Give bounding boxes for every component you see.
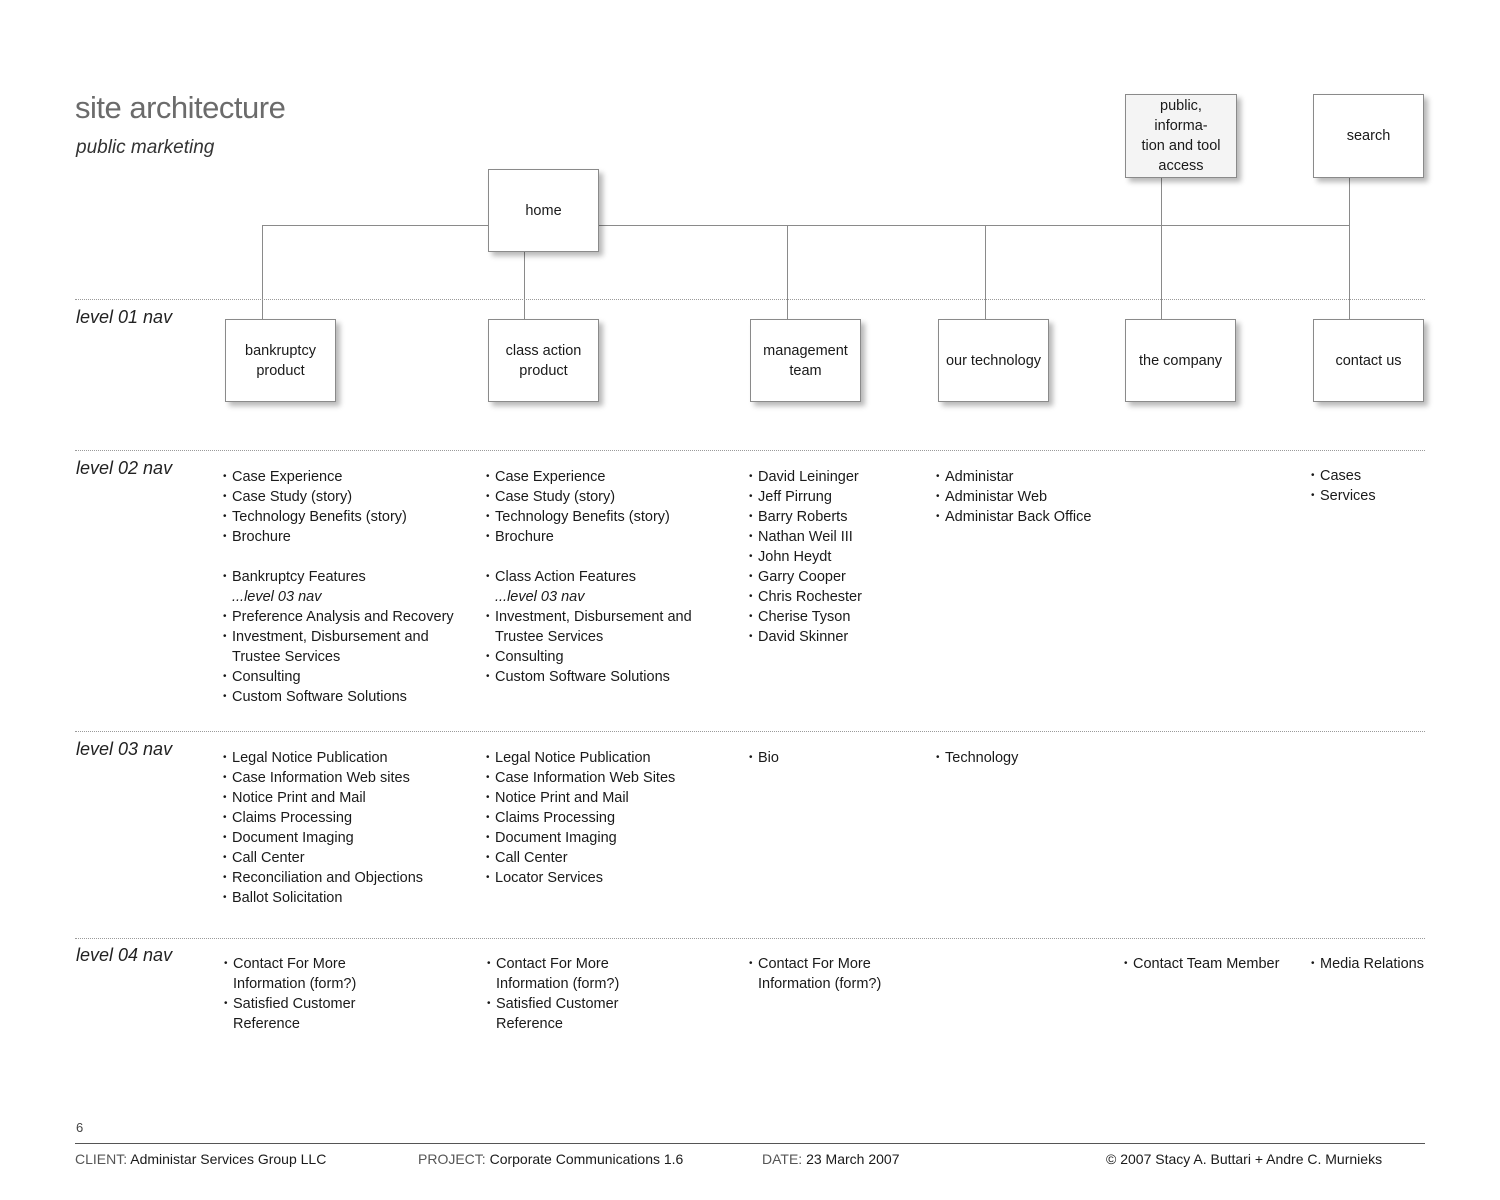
contact-us-box[interactable]: [1313, 319, 1424, 402]
list-item: • Legal Notice Publication: [486, 748, 675, 768]
list-item: • Ballot Solicitation: [223, 888, 423, 908]
footer-copyright: © 2007 Stacy A. Buttari + Andre C. Murnieks: [1106, 1151, 1383, 1167]
list-item: • Services: [1311, 486, 1376, 506]
list-item: • John Heydt: [749, 547, 862, 567]
connector-class-action: [524, 252, 525, 320]
list-item: • Cherise Tyson: [749, 607, 862, 627]
our-technology-box[interactable]: [938, 319, 1049, 402]
list-item: • Nathan Weil III: [749, 527, 862, 547]
list-item: • Claims Processing: [486, 808, 675, 828]
list-item: • Contact For More: [749, 954, 881, 974]
list-item: • Contact For More: [487, 954, 619, 974]
the-company-label: the company: [1138, 352, 1223, 369]
list-item: • Document Imaging: [486, 828, 675, 848]
list-spacer: [223, 547, 454, 567]
client-key: CLIENT:: [75, 1151, 128, 1167]
list-item-cont: Information (form?): [496, 976, 620, 992]
footer-client: [75, 1151, 326, 1167]
list-item: • Bankruptcy Features: [223, 567, 454, 587]
level04-bankruptcy-list: [224, 954, 356, 1034]
level03-label: level 03 nav: [76, 739, 173, 759]
connector-horizontal: [262, 225, 1350, 226]
list-item: • Technology: [936, 748, 1018, 768]
list-item: • Administar Web: [936, 487, 1091, 507]
list-item: • Case Study (story): [486, 487, 692, 507]
list-item: • Garry Cooper: [749, 567, 862, 587]
list-item: • Jeff Pirrung: [749, 487, 862, 507]
level04-contact-list: [1311, 954, 1424, 974]
list-item: • David Skinner: [749, 627, 862, 647]
list-item: • Technology Benefits (story): [486, 507, 692, 527]
list-item: • Call Center: [223, 848, 423, 868]
level02-bankruptcy-list: [223, 467, 454, 707]
footer-project: [418, 1151, 683, 1167]
divider-level03: [75, 731, 1425, 732]
level03-bankruptcy-list: [223, 748, 423, 908]
list-item-cont: Trustee Services: [232, 649, 341, 665]
connector-technology: [985, 225, 986, 320]
list-item: • Consulting: [486, 647, 692, 667]
date-key: DATE:: [762, 1151, 803, 1167]
connector-management: [787, 225, 788, 320]
list-item: • Satisfied Customer: [487, 994, 619, 1014]
list-item: • Class Action Features: [486, 567, 692, 587]
connector-bankruptcy: [262, 225, 263, 320]
date-value: 23 March 2007: [806, 1151, 900, 1167]
list-item: • Preference Analysis and Recovery: [223, 607, 454, 627]
our-technology-label: our technology: [945, 352, 1042, 369]
list-spacer: [486, 547, 692, 567]
list-item: • Case Information Web Sites: [486, 768, 675, 788]
list-item: • Administar: [936, 467, 1091, 487]
project-key: PROJECT:: [418, 1151, 486, 1167]
list-item: • Media Relations: [1311, 954, 1424, 974]
public-access-label: public, informa- tion and tool access: [1141, 98, 1221, 174]
level02-label: level 02 nav: [76, 458, 173, 478]
list-item: • Technology Benefits (story): [223, 507, 454, 527]
list-item: • Locator Services: [486, 868, 675, 888]
level02-class-action-list: [486, 467, 692, 687]
list-item-cont: Trustee Services: [495, 629, 604, 645]
divider-level01: [75, 299, 1425, 300]
list-item: • Claims Processing: [223, 808, 423, 828]
list-item: • Document Imaging: [223, 828, 423, 848]
level03-technology-list: [936, 748, 1018, 768]
list-item: • Cases: [1311, 466, 1376, 486]
list-item: • Consulting: [223, 667, 454, 687]
level02-technology-list: [936, 467, 1091, 527]
list-item: • Brochure: [486, 527, 692, 547]
list-item: • Case Information Web sites: [223, 768, 423, 788]
project-value: Corporate Communications 1.6: [489, 1151, 684, 1167]
divider-level02: [75, 450, 1425, 451]
list-item: • Custom Software Solutions: [223, 687, 454, 707]
class-action-product-label: class action product: [505, 342, 582, 379]
list-item: • Investment, Disbursement and: [486, 607, 692, 627]
search-label: search: [1346, 128, 1391, 144]
list-item: • Call Center: [486, 848, 675, 868]
list-item-cont: Information (form?): [758, 976, 882, 992]
list-item: • Brochure: [223, 527, 454, 547]
list-item: • Contact Team Member: [1124, 954, 1279, 974]
management-team-label: management team: [763, 342, 848, 379]
divider-level04: [75, 938, 1425, 939]
list-item-cont: Reference: [233, 1016, 300, 1032]
the-company-box[interactable]: [1125, 319, 1236, 402]
level03-class-action-list: [486, 748, 675, 888]
list-item: • Barry Roberts: [749, 507, 862, 527]
level04-management-list: [749, 954, 881, 994]
list-item: • Custom Software Solutions: [486, 667, 692, 687]
bankruptcy-product-box[interactable]: [225, 319, 336, 402]
list-item: • Administar Back Office: [936, 507, 1091, 527]
level03-management-list: [749, 748, 779, 768]
footer-divider: [75, 1143, 1425, 1144]
management-team-box[interactable]: [750, 319, 861, 402]
level04-class-action-list: [487, 954, 619, 1034]
list-item: • Legal Notice Publication: [223, 748, 423, 768]
level01-label: level 01 nav: [76, 307, 173, 327]
list-item: • Case Experience: [486, 467, 692, 487]
bankruptcy-product-label: bankruptcy product: [245, 342, 316, 379]
home-box[interactable]: [488, 169, 599, 252]
level02-contact-list: [1311, 466, 1376, 506]
list-item: • Bio: [749, 748, 779, 768]
class-action-product-box[interactable]: [488, 319, 599, 402]
list-item: • Case Experience: [223, 467, 454, 487]
list-item-note: ...level 03 nav: [495, 589, 585, 605]
footer-date: [762, 1151, 900, 1167]
list-item: • David Leininger: [749, 467, 862, 487]
page-number: 6: [76, 1120, 84, 1135]
list-item: • Notice Print and Mail: [223, 788, 423, 808]
list-item: • Case Study (story): [223, 487, 454, 507]
list-item-cont: Information (form?): [233, 976, 357, 992]
home-label: home: [525, 202, 562, 219]
client-value: Administar Services Group LLC: [130, 1151, 327, 1167]
page-subtitle: public marketing: [76, 137, 215, 158]
contact-us-label: contact us: [1335, 352, 1402, 369]
list-item: • Reconciliation and Objections: [223, 868, 423, 888]
level02-management-list: [749, 467, 862, 647]
list-item: • Satisfied Customer: [224, 994, 356, 1014]
search-box[interactable]: [1313, 94, 1424, 178]
list-item: • Chris Rochester: [749, 587, 862, 607]
list-item: • Notice Print and Mail: [486, 788, 675, 808]
list-item-note: ...level 03 nav: [232, 589, 322, 605]
level04-company-list: [1124, 954, 1279, 974]
list-item: • Contact For More: [224, 954, 356, 974]
public-access-box[interactable]: [1125, 94, 1237, 178]
page-title: site architecture: [75, 90, 286, 125]
list-item: • Investment, Disbursement and: [223, 627, 454, 647]
level04-label: level 04 nav: [76, 945, 173, 965]
list-item-cont: Reference: [496, 1016, 563, 1032]
